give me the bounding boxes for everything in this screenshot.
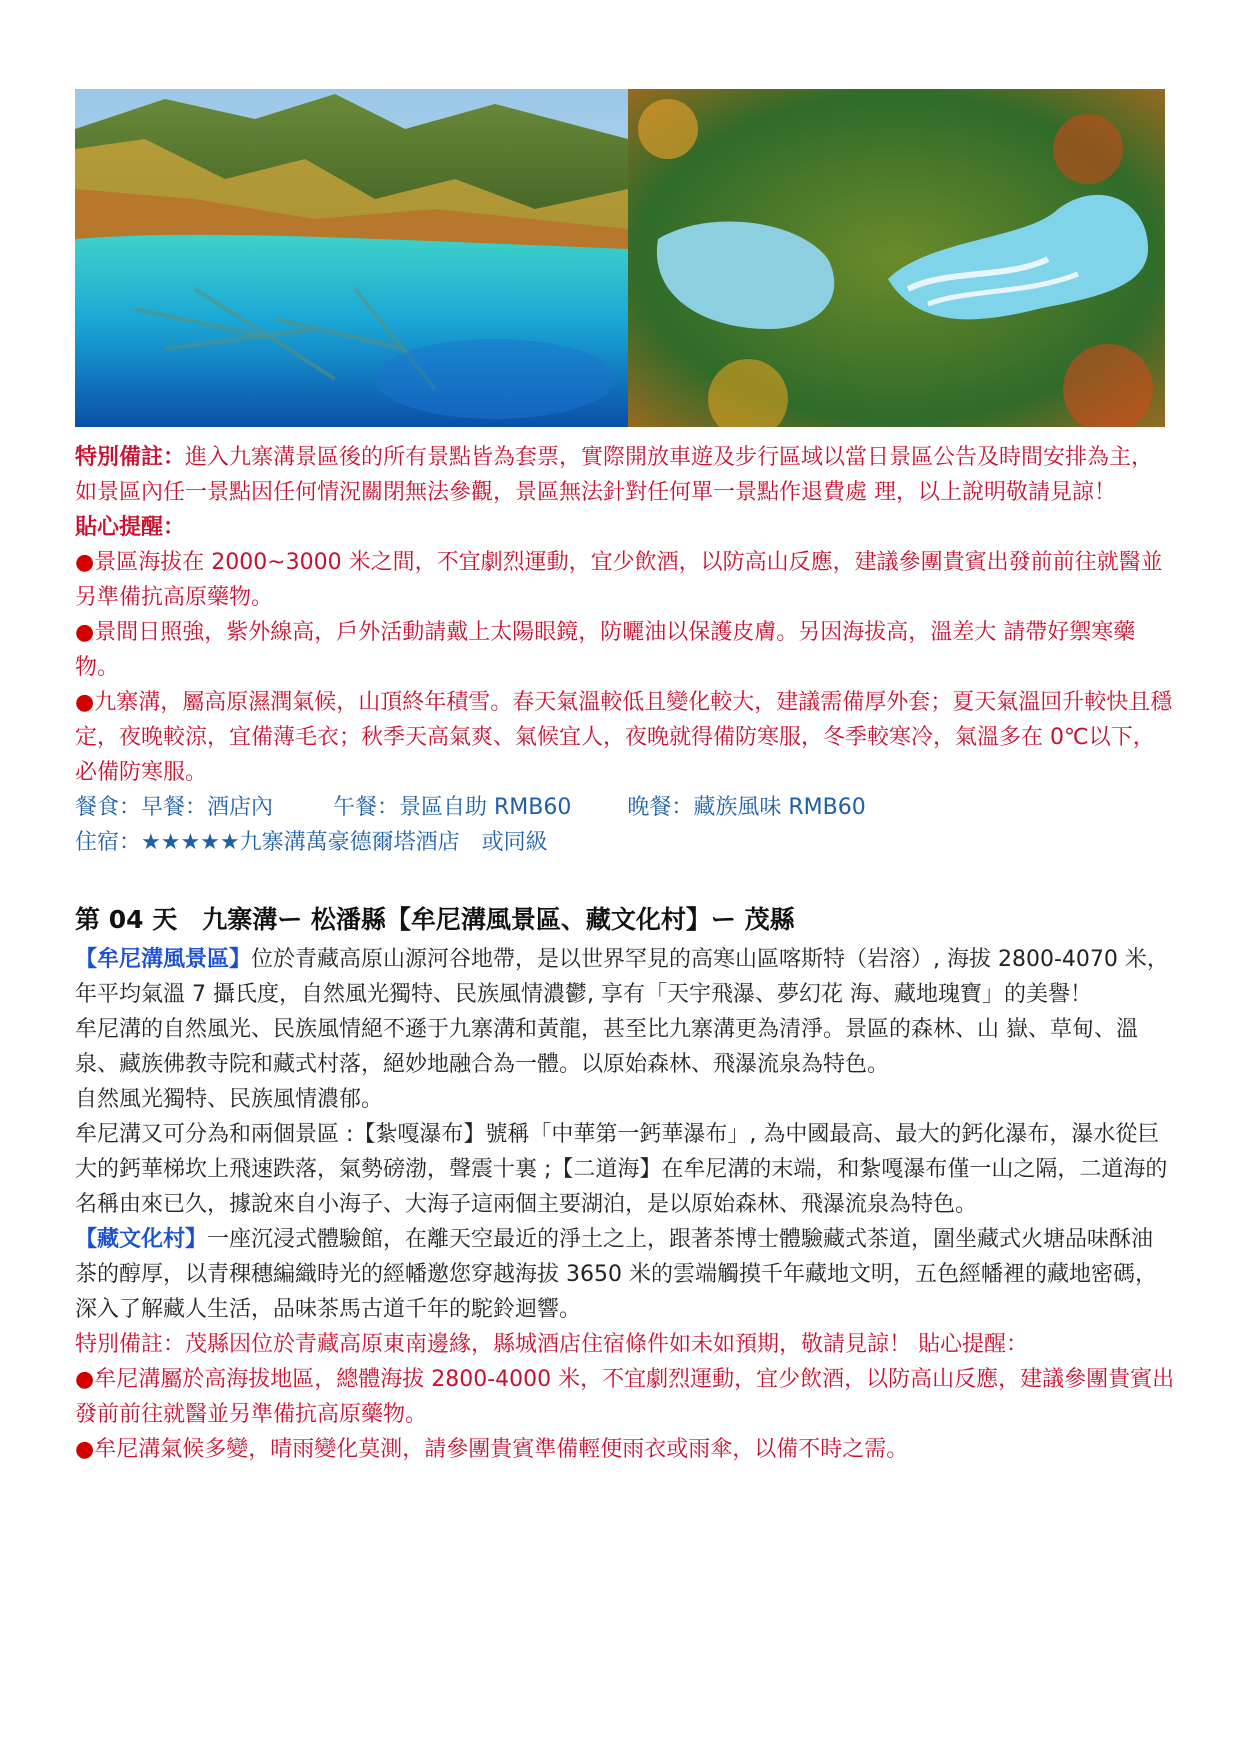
hotel-prefix: 住宿： bbox=[75, 830, 142, 855]
meals-prefix: 餐食： bbox=[75, 795, 142, 820]
tip-item: ●九寨溝，屬高原濕潤氣候，山頂終年積雪。春天氣溫較低且變化較大，建議需備厚外套；夏天氣溫回升較快且穩定，夜晚較涼，宜備薄毛衣；秋季天高氣爽、氣候宜人，夜晚就得備防寒服，冬季較寒冷，氣溫多在 0℃以下，必備防寒服。 bbox=[75, 690, 1173, 785]
tip-item: ●景區海拔在 2000~3000 米之間，不宜劇烈運動，宜少飲酒，以防高山反應，建議參團貴賓出發前前往就醫並另準備抗高原藥物。 bbox=[75, 550, 1163, 610]
special-note-label: 特別備註： bbox=[75, 445, 186, 470]
munigou-paragraph-3: 自然風光獨特、民族風情濃郁。 bbox=[75, 1087, 384, 1112]
hotel-name: 九寨溝萬豪德爾塔酒店 或同級 bbox=[239, 830, 548, 855]
bullet-icon: ● bbox=[75, 1367, 95, 1392]
bullet-icon: ● bbox=[75, 550, 95, 575]
tip-item: ●景間日照強，紫外線高，戶外活動請戴上太陽眼鏡，防曬油以保護皮膚。另因海拔高，溫差大 請帶好禦寒藥物。 bbox=[75, 620, 1136, 680]
meals-line bbox=[75, 790, 1175, 825]
tips-label: 貼心提醒： bbox=[75, 515, 186, 540]
meal-breakfast: 早餐：酒店內 bbox=[141, 795, 274, 820]
munigou-tag: 【牟尼溝風景區】 bbox=[75, 947, 252, 972]
meal-lunch: 午餐：景區自助 RMB60 bbox=[333, 795, 572, 820]
itinerary-content bbox=[75, 440, 1175, 1467]
photo-strip bbox=[75, 89, 1165, 427]
munigou-paragraph-2: 牟尼溝的自然風光、民族風情絕不遜于九寨溝和黃龍，甚至比九寨溝更為清淨。景區的森林、山 嶽、草甸、溫泉、藏族佛教寺院和藏式村落，絕妙地融合為一體。以原始森林、飛瀑流泉為特色。 bbox=[75, 1017, 1138, 1077]
village-tag: 【藏文化村】 bbox=[75, 1227, 208, 1252]
munigou-paragraph-4: 牟尼溝又可分為和兩個景區 :【紮嘎瀑布】號稱「中華第一鈣華瀑布」, 為中國最高、最大的鈣化瀑布，瀑水從巨大的鈣華梯坎上飛速跌落，氣勢磅渤，聲震十裏 ;【二道海】在牟尼溝的末端，和紮嘎瀑布僅一山之隔，二道海的名稱由來已久，據說來自小海子、大海子這兩個主要湖泊，是以原始森林、飛瀑流泉為特色。 bbox=[75, 1122, 1168, 1217]
day4-tip-item: ●牟尼溝屬於高海拔地區，總體海拔 2800-4000 米，不宜劇烈運動，宜少飲酒，以防高山反應，建議參團貴賓出發前前往就醫並另準備抗高原藥物。 bbox=[75, 1367, 1175, 1427]
jiuzhaigou-lake-photo bbox=[75, 89, 628, 427]
bullet-icon: ● bbox=[75, 690, 95, 715]
star-rating: ★★★★★ bbox=[141, 830, 240, 855]
day-title: 第 04 天 九寨溝ー 松潘縣【牟尼溝風景區、藏文化村】ー 茂縣 bbox=[75, 905, 795, 934]
bullet-icon: ● bbox=[75, 620, 95, 645]
munigou-paragraph: 【牟尼溝風景區】位於青藏高原山源河谷地帶，是以世界罕見的高寒山區喀斯特（岩溶）, 海拔 2800-4070 米，年平均氣溫 7 攝氏度，自然風光獨特、民族風情濃鬱, 享有「天宇飛瀑、夢幻花 海、藏地瑰寶」的美譽！ bbox=[75, 947, 1169, 1007]
special-note bbox=[75, 440, 1175, 510]
village-paragraph: 【藏文化村】一座沉浸式體驗館，在離天空最近的淨土之上，跟著茶博士體驗藏式茶道，圍坐藏式火塘品味酥油茶的醇厚，以青稞穗編織時光的經幡邀您穿越海拔 3650 米的雲端觸摸千年藏地文明，五色經幡裡的藏地密碼，深入了解藏人生活，品味茶馬古道千年的駝鈴迴響。 bbox=[75, 1227, 1157, 1322]
day4-tip-item: ●牟尼溝氣候多變，晴雨變化莫測，請參團貴賓準備輕便雨衣或雨傘，以備不時之需。 bbox=[75, 1437, 909, 1462]
special-note-text: 進入九寨溝景區後的所有景點皆為套票，實際開放車遊及步行區域以當日景區公告及時間安排為主， 如景區內任一景點因任何情況關閉無法參觀，景區無法針對任何單一景點作退費處 理，以上說明敬請見諒！ bbox=[75, 445, 1165, 505]
meal-dinner: 晚餐：藏族風味 RMB60 bbox=[627, 795, 866, 820]
bullet-icon: ● bbox=[75, 1437, 95, 1462]
day4-special-note: 特別備註：茂縣因位於青藏高原東南邊緣，縣城酒店住宿條件如未如預期，敬請見諒！ 貼心提醒： bbox=[75, 1332, 1028, 1357]
hotel-line bbox=[75, 825, 1175, 860]
huanglong-pools-photo bbox=[628, 89, 1165, 427]
